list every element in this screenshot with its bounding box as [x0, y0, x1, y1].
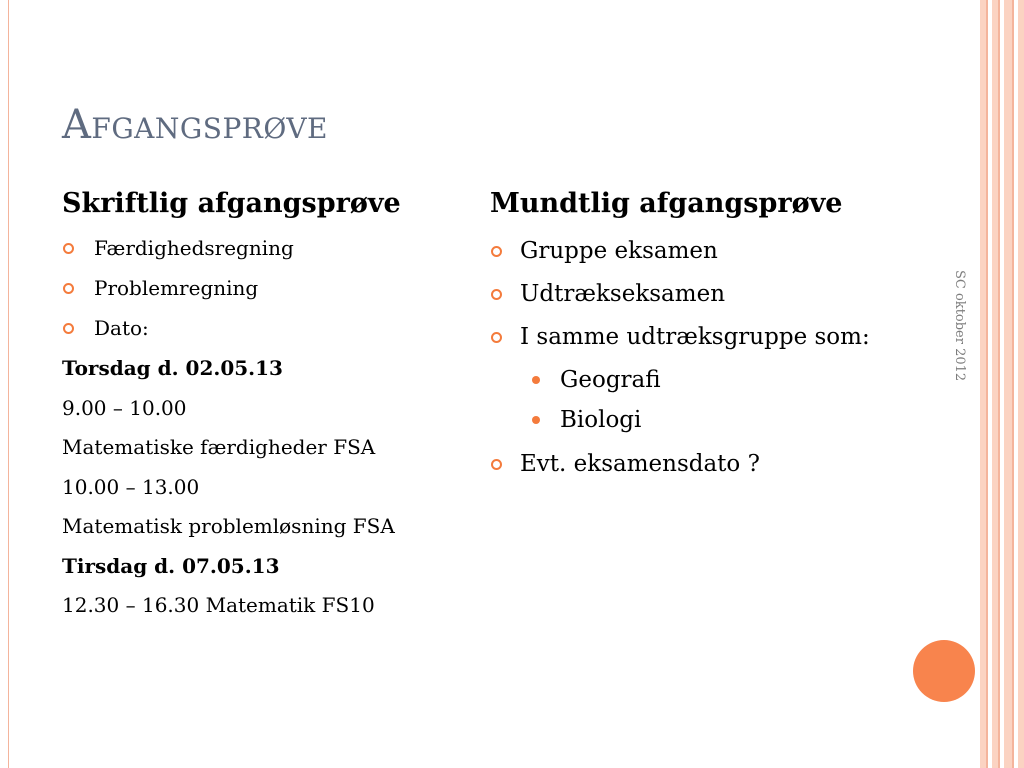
right-column-heading: Mundtlig afgangsprøve — [490, 188, 843, 219]
ring-bullet-icon — [63, 243, 74, 254]
sub-list-item-text: Geografi — [560, 367, 661, 393]
sub-list-item-text: Biologi — [560, 407, 642, 433]
exam-date-line: Torsdag d. 02.05.13 — [62, 356, 283, 380]
right-decorative-stripes — [980, 0, 1024, 768]
list-item-text: Evt. eksamensdato ? — [520, 451, 760, 477]
left-column — [62, 232, 472, 629]
sub-bullet-list — [490, 361, 930, 441]
list-item — [62, 272, 472, 312]
footer-text: SC oktober 2012 — [952, 270, 967, 382]
left-bullet-list — [62, 232, 472, 352]
subject-line: Matematisk problemløsning FSA — [62, 514, 395, 538]
stripe — [998, 0, 1000, 768]
dot-bullet-icon — [532, 376, 540, 384]
ring-bullet-icon — [63, 283, 74, 294]
stripe — [1004, 0, 1012, 768]
list-item — [490, 275, 930, 318]
right-column — [490, 232, 930, 488]
list-item — [490, 232, 930, 275]
stripe — [986, 0, 988, 768]
time-line: 9.00 – 10.00 — [62, 395, 187, 420]
ring-bullet-icon — [491, 289, 502, 300]
left-border-line — [8, 0, 9, 768]
time-subject-line: 12.30 – 16.30 Matematik FS10 — [62, 593, 375, 617]
ring-bullet-icon — [491, 332, 502, 343]
left-column-heading: Skriftlig afgangsprøve — [62, 188, 401, 219]
exam-date-line: Tirsdag d. 07.05.13 — [62, 553, 280, 578]
list-item — [490, 318, 930, 361]
ring-bullet-icon — [491, 459, 502, 470]
list-item-text: Gruppe eksamen — [520, 238, 718, 264]
list-item-text: Dato: — [94, 316, 149, 340]
stripe — [1018, 0, 1024, 768]
ring-bullet-icon — [491, 246, 502, 257]
list-item-text: Problemregning — [94, 276, 259, 300]
stripe — [1012, 0, 1014, 768]
list-item — [490, 445, 930, 488]
list-item-text: Færdighedsregning — [94, 236, 294, 260]
list-item-text: Udtrækseksamen — [520, 281, 726, 307]
decorative-circle — [913, 640, 975, 702]
sub-list-item — [490, 361, 930, 401]
time-line: 10.00 – 13.00 — [62, 474, 200, 499]
dot-bullet-icon — [532, 416, 540, 424]
footer-date-vertical — [940, 270, 980, 410]
slide-title: Afgangsprøve — [62, 102, 328, 148]
list-item-text: I samme udtræksgruppe som: — [520, 324, 870, 350]
list-item — [62, 312, 472, 352]
list-item — [62, 232, 472, 272]
sub-list-item — [490, 401, 930, 441]
subject-line: Matematiske færdigheder FSA — [62, 435, 376, 459]
ring-bullet-icon — [63, 323, 74, 334]
right-bullet-list — [490, 232, 930, 361]
right-bullet-list-final — [490, 445, 930, 488]
